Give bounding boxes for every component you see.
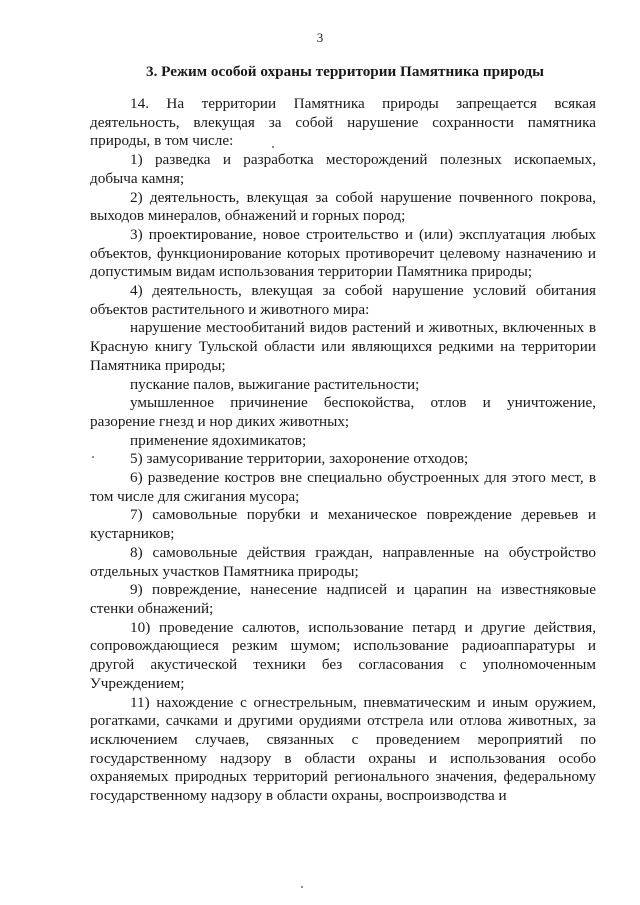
paragraph-item-2: 2) деятельность, влекущая за собой нарушение почвенного покрова, выходов минералов, обнажений и горных пород;	[90, 188, 596, 225]
section-title: 3. Режим особой охраны территории Памятника природы	[145, 63, 544, 80]
scan-speck	[301, 886, 303, 888]
paragraph-item-4: 4) деятельность, влекущая за собой нарушение условий обитания объектов растительного и животного мира:	[90, 282, 596, 318]
scan-speck	[92, 456, 94, 458]
scan-speck	[272, 146, 274, 148]
paragraph-item-4b: пускание палов, выжигание растительности;	[130, 375, 420, 393]
paragraph-item-7: 7) самовольные порубки и механическое повреждение деревьев и кустарников;	[90, 506, 596, 543]
body-text	[90, 95, 596, 806]
paragraph-item-9: 9) повреждение, нанесение надписей и царапин на известняковые стенки обнажений;	[90, 581, 596, 617]
paragraph-item-4c: умышленное причинение беспокойства, отлов и уничтожение, разорение гнезд и нор диких животных;	[90, 394, 596, 430]
paragraph-item-10: 10) проведение салютов, использование петард и другие действия, сопровождающиеся резким шумом; использование радиоаппаратуры и другой акустической техники без согласования с уполномоченным Учреждением;	[90, 618, 596, 692]
paragraph-item-6: 6) разведение костров вне специально обустроенных для этого мест, в том числе для сжигания мусора;	[90, 469, 596, 505]
paragraph-item-11: 11) нахождение с огнестрельным, пневматическим и иным оружием, рогатками, сачками и другими орудиями отстрела или отлова животных, за исключением случаев, связанных с проведением мероприятий по государственному надзору в области охраны и использования особо охраняемых природных территорий регионального значения, федеральному государственному надзору в области охраны, воспроизводства и	[90, 693, 596, 805]
paragraph-item-4d: применение ядохимикатов;	[130, 431, 307, 449]
page-number: 3	[316, 30, 324, 45]
paragraph-item-5: 5) замусоривание территории, захоронение отходов;	[130, 450, 469, 468]
paragraph-item-1: 1) разведка и разработка месторождений полезных ископаемых, добыча камня;	[90, 151, 596, 187]
paragraph-item-8: 8) самовольные действия граждан, направленные на обустройство отдельных участков Памятника природы;	[90, 543, 596, 580]
paragraph-14-intro: 14. На территории Памятника природы запрещается всякая деятельность, влекущая за собой нарушение сохранности памятника природы, в том числе:	[90, 95, 596, 150]
paragraph-item-3: 3) проектирование, новое строительство и (или) эксплуатация любых объектов, функционирование которых противоречит целевому назначению и допустимым видам использования территории Памятника природы;	[90, 225, 596, 281]
paragraph-item-4a: нарушение местообитаний видов растений и животных, включенных в Красную книгу Тульской области или являющихся редкими на территории Памятника природы;	[90, 319, 596, 374]
